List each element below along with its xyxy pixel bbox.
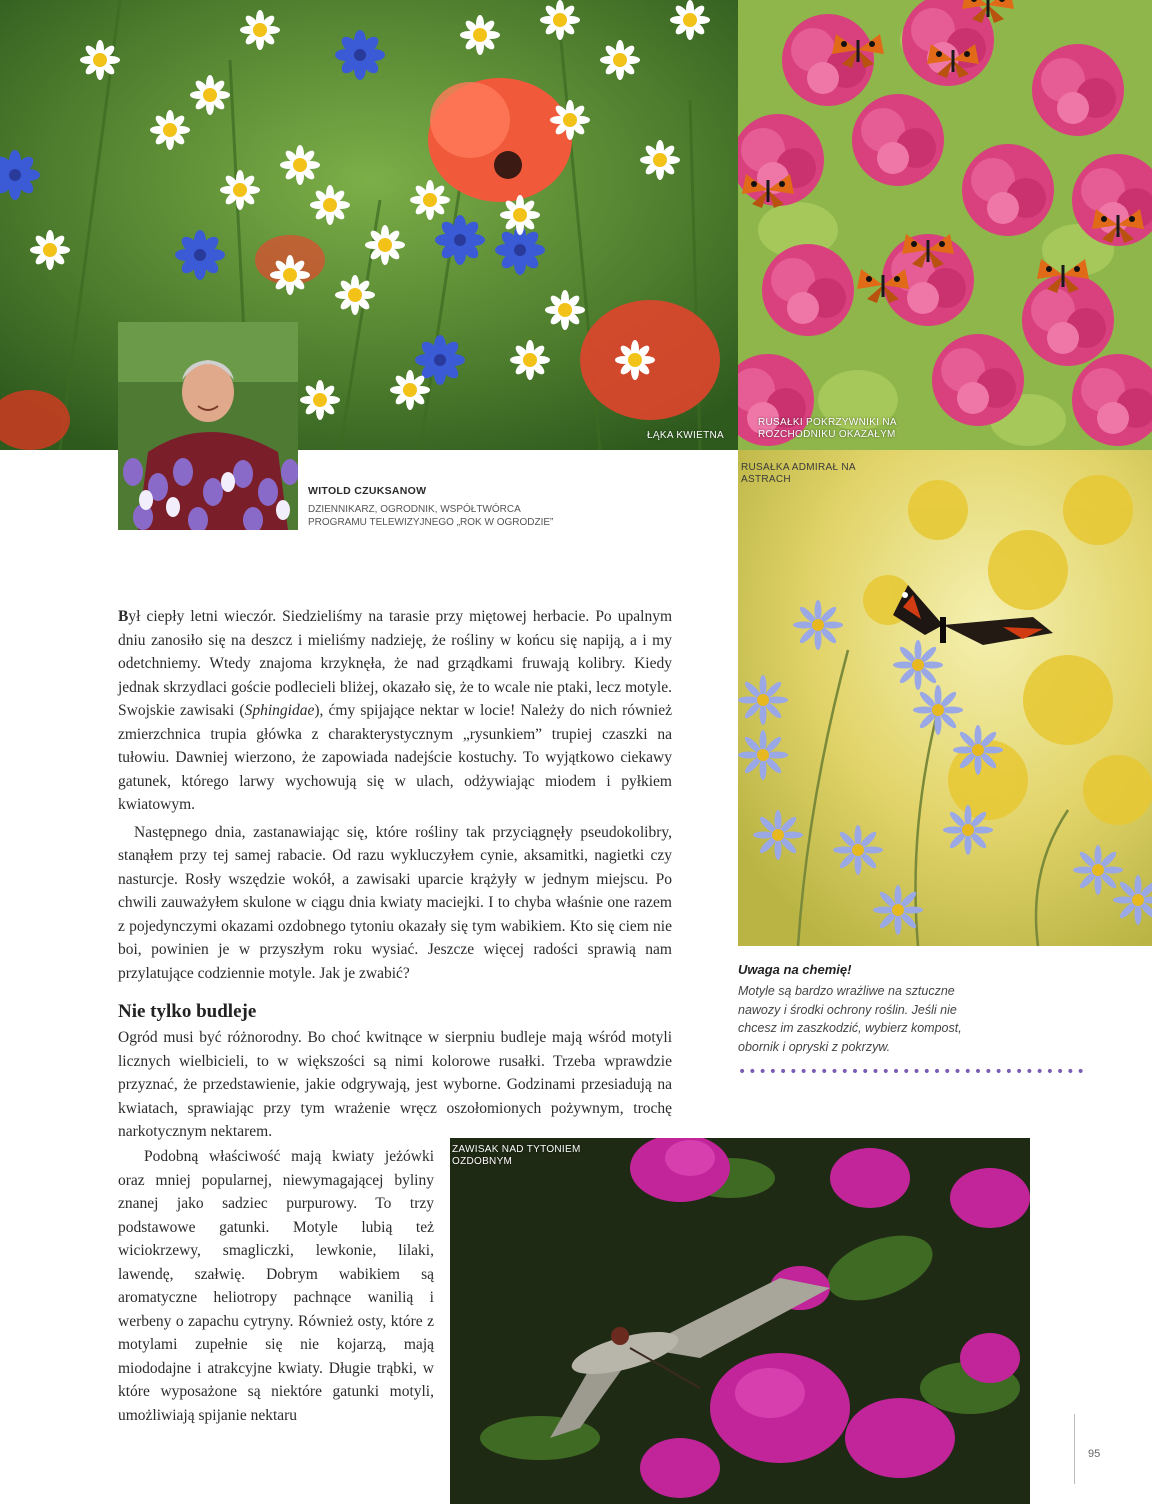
hawkmoth-illustration bbox=[450, 1138, 1030, 1504]
paragraph-4: Podobną właściwość mają kwiaty jeżówki oraz mniej popularnej, niewymagającej byliny znanej jako sadziec purpurowy. To trzy podstawowe gatunki. Motyle lubią też wiciokrzewy, smagliczki, lewkonie, lilaki, lawendę, szałwię. Dobrym wabikiem są aromatyczne heliotropy pachnące wanilią i werbeny o zapachu cytryny. Również osty, które z motylami zupełnie się nie kojarzą, mają miododajne i atrakcyjne kwiaty. Długie trąbki, w które wyposażone są niektóre gatunki motyli, umożliwiają spijanie nektaru bbox=[118, 1148, 434, 1424]
paragraph-2: Następnego dnia, zastanawiając się, które rośliny tak przyciągnęły pseudokolibry, stanąłem przy tej samej rabacie. Od razu wykluczyłem cynie, aksamitki, nagietki czy nasturcje. Rosły wszędzie wokół, a zawisaki uparcie krążyły w jednym miejscu. Po chwili zauważyłem skulone w ciągu dnia kwiaty maciejki. I to chyba właśnie one razem z pojedynczymi okazami ozdobnego tytoniu okazały się tym wabikiem. Kto się ciem nie boi, powinien je w przyszłym roku wysiać. Jeszcze więcej radości sprawią nam przylatujące codziennie motyle. Jak je zwabić? bbox=[118, 823, 672, 982]
meadow-illustration bbox=[0, 0, 738, 450]
hawkmoth-caption: ZAWISAK NAD TYTONIEM OZDOBNYM bbox=[452, 1144, 581, 1167]
sedum-photo bbox=[738, 0, 1152, 450]
scientific-name: Sphingidae bbox=[244, 702, 315, 719]
meadow-caption: ŁĄKA KWIETNA bbox=[647, 430, 724, 441]
sedum-illustration bbox=[738, 0, 1152, 450]
drop-cap: B bbox=[118, 608, 129, 625]
admiral-caption: RUSAŁKA ADMIRAŁ NA ASTRACH bbox=[741, 462, 856, 485]
paragraph-1-end: ), ćmy spijające nektar w locie! Należy do nich również zmierzchnica trupia główka z charakterystycznym „rysunkiem” trupiej czaszki na tułowiu. Dawniej wierzono, że zapowiada nadejście kostuchy. To wyjątkowo ciekawy gatunek, którego larwy wychowują się w ulach, odżywiając miodem i pyłkiem kwiatowym. bbox=[118, 702, 672, 813]
subheading: Nie tylko budleje bbox=[118, 1001, 257, 1022]
page-number: 95 bbox=[1088, 1448, 1101, 1460]
paragraph-3: Ogród musi być różnorodny. Bo choć kwitnące w sierpniu budleje mają wśród motyli licznych wielbicieli, to w większości są nimi kolorowe rusałki. Trzeba wprawdzie przyznać, że przedstawienie, jakie odgrywają, jest wyborne. Godzinami przesiadują na kwiatach, sprawiając przy tym wrażenie wręcz oszołomionych pożywnym, trochę narkotycznym nektarem. bbox=[118, 1029, 672, 1140]
author-photo bbox=[118, 322, 298, 530]
sidebox-text: Motyle są bardzo wrażliwe na sztuczne nawozy i środki ochrony roślin. Jeśli nie chcesz im zaszkodzić, wybierz kompost, obornik i opryski z pokrzyw. bbox=[738, 984, 962, 1054]
author-bio: DZIENNIKARZ, OGRODNIK, WSPÓŁTWÓRCA PROGRAMU TELEWIZYJNEGO „ROK W OGRODZIE” bbox=[308, 504, 554, 528]
sidebox bbox=[738, 962, 1087, 1080]
paragraph-1-text: ył ciepły letni wieczór. Siedzieliśmy na tarasie przy miętowej herbacie. Po upalnym dniu zanosiło się na deszcz i mieliśmy nadzieję, że rośliny w końcu się napiją, a i my odetchniemy. Wtedy znajoma krzyknęła, że nad grządkami fruwają kolibry. Kiedy jednak skrzydlaci goście podlecieli bliżej, okazało się, że to wcale nie ptaki, lecz motyle. Swojskie zawisaki ( bbox=[118, 608, 672, 719]
admiral-photo bbox=[738, 450, 1152, 946]
meadow-photo bbox=[0, 0, 738, 450]
paragraph-1 bbox=[118, 605, 672, 817]
author-byline bbox=[308, 485, 668, 529]
hawkmoth-photo bbox=[450, 1138, 1030, 1504]
sedum-caption: RUSAŁKI POKRZYWNIKI NA ROZCHODNIKU OKAZAŁYM bbox=[758, 417, 897, 440]
article-intro bbox=[118, 605, 672, 985]
admiral-illustration bbox=[738, 450, 1152, 946]
author-portrait-illustration bbox=[118, 322, 298, 530]
dotted-divider: •••••••••••••••••••••••••••••••••• bbox=[738, 1064, 1087, 1080]
sidebox-title: Uwaga na chemię! bbox=[738, 962, 852, 977]
author-name: WITOLD CZUKSANOW bbox=[308, 485, 427, 497]
page-number-divider bbox=[1074, 1414, 1075, 1484]
